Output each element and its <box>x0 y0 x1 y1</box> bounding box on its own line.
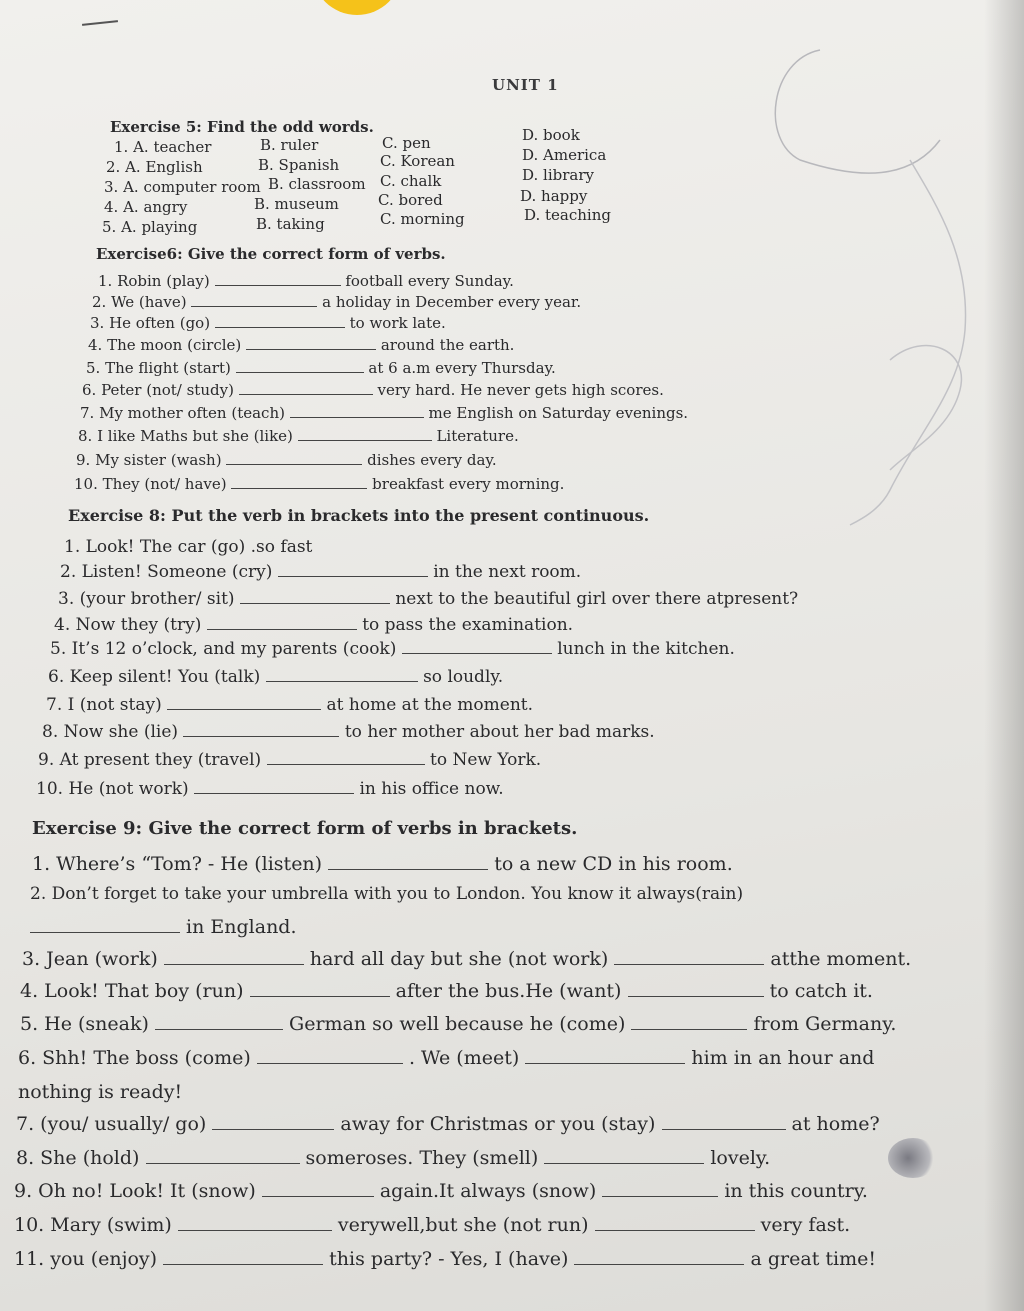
ex8-item-4 <box>54 615 573 635</box>
ex9-line-5-prompt: 5. He (sneak) <box>20 1013 149 1035</box>
answer-blank[interactable] <box>164 950 304 965</box>
ex6-item-3-rest: to work late. <box>349 314 446 332</box>
ex5-r1-a: 1. A. teacher <box>114 138 212 156</box>
ex6-item-5-prompt: 5. The flight (start) <box>86 359 231 377</box>
ex9-line-10-prompt: 10. Mary (swim) <box>14 1214 172 1236</box>
ex5-r4-d: D. happy <box>520 187 588 205</box>
ex8-item-6 <box>48 667 503 687</box>
answer-blank[interactable] <box>631 1015 747 1030</box>
ex9-line-6 <box>18 1047 874 1069</box>
ex9-line-9-prompt: 9. Oh no! Look! It (snow) <box>14 1180 256 1202</box>
ex8-item-8-rest: to her mother about her bad marks. <box>344 722 655 742</box>
answer-blank[interactable] <box>207 615 357 630</box>
answer-blank[interactable] <box>212 1115 334 1130</box>
ex8-item-6-prompt: 6. Keep silent! You (talk) <box>48 667 261 687</box>
ex9-line-11-mid: this party? - Yes, I (have) <box>329 1248 569 1270</box>
answer-blank[interactable] <box>328 855 488 870</box>
ex9-line-9 <box>14 1180 868 1202</box>
ex9-line-5 <box>20 1013 896 1035</box>
ex8-item-1-prompt: 1. Look! The car (go) .so fast <box>64 537 313 557</box>
answer-blank[interactable] <box>278 562 428 577</box>
ex5-r2-b: B. Spanish <box>258 156 340 174</box>
ex5-r2-a: 2. A. English <box>106 158 203 176</box>
ex9-line-4-prompt: 4. Look! That boy (run) <box>20 980 244 1002</box>
answer-blank[interactable] <box>614 950 764 965</box>
ex5-r3-a: 3. A. computer room <box>104 178 261 196</box>
ex9-line-11-rest: a great time! <box>750 1248 876 1270</box>
answer-blank[interactable] <box>236 358 364 373</box>
ex5-r3-d: D. library <box>522 166 594 184</box>
answer-blank[interactable] <box>662 1115 786 1130</box>
answer-blank[interactable] <box>257 1049 403 1064</box>
ex9-line-11 <box>14 1248 876 1270</box>
ex6-item-6-rest: very hard. He never gets high scores. <box>377 381 664 399</box>
ex9-line-2 <box>30 884 743 904</box>
ex6-item-8-prompt: 8. I like Maths but she (like) <box>78 427 293 445</box>
ex9-line-3 <box>22 948 911 970</box>
ex9-line-1-prompt: 1. Where’s “Tom? - He (listen) <box>32 853 323 875</box>
ex9-line-4 <box>20 980 873 1002</box>
exercise-8-title: Exercise 8: Put the verb in brackets into the present continuous. <box>68 506 650 525</box>
pencil-doodle <box>740 30 1020 530</box>
ex6-item-9 <box>76 450 497 469</box>
ex5-r5-b: B. taking <box>256 215 325 233</box>
ex6-item-3 <box>90 313 446 332</box>
ex5-r3-c: C. chalk <box>380 172 442 190</box>
ex9-line-4-mid: after the bus.He (want) <box>395 980 622 1002</box>
answer-blank[interactable] <box>191 292 317 307</box>
ex9-line-7-mid: away for Christmas or you (stay) <box>340 1113 656 1135</box>
ex8-item-8 <box>42 722 655 742</box>
ex6-item-10-rest: breakfast every morning. <box>372 475 565 493</box>
answer-blank[interactable] <box>628 982 764 997</box>
ex9-line-11-prompt: 11. you (enjoy) <box>14 1248 158 1270</box>
ex8-item-4-rest: to pass the examination. <box>362 615 574 635</box>
ex8-item-3 <box>58 589 798 609</box>
ex9-line-6b <box>18 1081 182 1103</box>
answer-blank[interactable] <box>290 403 424 418</box>
ex8-item-2 <box>60 562 581 582</box>
ex8-item-5 <box>50 639 735 659</box>
ex9-line-3-rest: atthe moment. <box>770 948 912 970</box>
answer-blank[interactable] <box>226 450 362 465</box>
ex5-r4-b: B. museum <box>254 195 339 213</box>
ex5-r5-a: 5. A. playing <box>102 218 198 236</box>
answer-blank[interactable] <box>298 426 432 441</box>
ex9-line-7-prompt: 7. (you/ usually/ go) <box>16 1113 207 1135</box>
answer-blank[interactable] <box>595 1216 755 1231</box>
ex6-item-7-prompt: 7. My mother often (teach) <box>80 404 285 422</box>
ex6-item-4-rest: around the earth. <box>380 336 515 354</box>
ex9-line-6-prompt: 6. Shh! The boss (come) <box>18 1047 251 1069</box>
ex9-line-8 <box>16 1147 770 1169</box>
ex6-item-5 <box>86 358 556 377</box>
ex9-line-2b <box>30 916 297 938</box>
answer-blank[interactable] <box>262 1182 374 1197</box>
ex8-item-4-prompt: 4. Now they (try) <box>54 615 202 635</box>
ex8-item-9-rest: to New York. <box>430 750 542 770</box>
ex5-r1-c: C. pen <box>382 134 431 152</box>
answer-blank[interactable] <box>30 918 180 933</box>
ex8-item-7-prompt: 7. I (not stay) <box>46 695 162 715</box>
ex9-line-3-mid: hard all day but she (not work) <box>309 948 609 970</box>
ex6-item-2-rest: a holiday in December every year. <box>322 293 582 311</box>
ex9-line-6-mid: . We (meet) <box>408 1047 520 1069</box>
ex8-item-10-prompt: 10. He (not work) <box>36 779 189 799</box>
ex8-item-8-prompt: 8. Now she (lie) <box>42 722 179 742</box>
ex6-item-4-prompt: 4. The moon (circle) <box>88 336 242 354</box>
ex9-line-7-rest: at home? <box>791 1113 880 1135</box>
ex8-item-10-rest: in his office now. <box>359 779 504 799</box>
ex8-item-6-rest: so loudly. <box>423 667 504 687</box>
ex5-r2-d: D. America <box>522 146 607 164</box>
answer-blank[interactable] <box>267 750 425 765</box>
ex9-line-10 <box>14 1214 850 1236</box>
ex9-line-1-rest: to a new CD in his room. <box>494 853 733 875</box>
ex9-line-10-rest: very fast. <box>760 1214 851 1236</box>
answer-blank[interactable] <box>246 335 376 350</box>
yellow-object <box>312 0 402 15</box>
answer-blank[interactable] <box>250 982 390 997</box>
ex6-item-3-prompt: 3. He often (go) <box>90 314 211 332</box>
ex6-item-9-prompt: 9. My sister (wash) <box>76 451 222 469</box>
ex9-line-5-rest: from Germany. <box>753 1013 897 1035</box>
answer-blank[interactable] <box>240 589 390 604</box>
ex8-item-9-prompt: 9. At present they (travel) <box>38 750 262 770</box>
ex5-r2-c: C. Korean <box>380 152 455 170</box>
ex6-item-2-prompt: 2. We (have) <box>92 293 187 311</box>
ex6-item-9-rest: dishes every day. <box>367 451 497 469</box>
ex6-item-10 <box>74 474 564 493</box>
ex9-line-2-rest: in England. <box>186 916 297 938</box>
ex6-item-10-prompt: 10. They (not/ have) <box>74 475 227 493</box>
ex9-line-6-rest: him in an hour and <box>691 1047 875 1069</box>
ex9-line-6-continued: nothing is ready! <box>18 1081 183 1103</box>
ex9-line-2-prompt: 2. Don’t forget to take your umbrella with you to London. You know it always(rain) <box>30 884 744 904</box>
ex8-item-9 <box>38 750 541 770</box>
answer-blank[interactable] <box>155 1015 283 1030</box>
answer-blank[interactable] <box>231 474 367 489</box>
ex8-item-3-rest: next to the beautiful girl over there atpresent? <box>395 589 799 609</box>
answer-blank[interactable] <box>574 1250 744 1265</box>
ex8-item-3-prompt: 3. (your brother/ sit) <box>58 589 235 609</box>
answer-blank[interactable] <box>146 1149 300 1164</box>
ex5-r3-b: B. classroom <box>268 175 366 193</box>
ex9-line-7 <box>16 1113 880 1135</box>
ex5-r5-c: C. morning <box>380 210 465 228</box>
answer-blank[interactable] <box>215 271 341 286</box>
thumb-smudge <box>888 1138 938 1178</box>
ex9-line-9-mid: again.It always (snow) <box>379 1180 597 1202</box>
answer-blank[interactable] <box>525 1049 685 1064</box>
answer-blank[interactable] <box>183 722 339 737</box>
ex9-line-9-rest: in this country. <box>724 1180 868 1202</box>
ex6-item-8 <box>78 426 519 445</box>
ex9-line-1 <box>32 853 733 875</box>
ex9-line-10-mid: verywell,but she (not run) <box>337 1214 589 1236</box>
exercise-6-title: Exercise6: Give the correct form of verbs. <box>96 245 446 263</box>
ex8-item-5-prompt: 5. It’s 12 o’clock, and my parents (cook) <box>50 639 397 659</box>
ex6-item-5-rest: at 6 a.m every Thursday. <box>368 359 556 377</box>
answer-blank[interactable] <box>266 667 418 682</box>
pen-mark <box>82 20 118 26</box>
ex8-item-5-rest: lunch in the kitchen. <box>557 639 735 659</box>
ex6-item-8-rest: Literature. <box>436 427 519 445</box>
ex9-line-4-rest: to catch it. <box>769 980 873 1002</box>
ex6-item-2 <box>92 292 581 311</box>
ex5-r4-c: C. bored <box>378 191 443 209</box>
ex6-item-1-rest: football every Sunday. <box>345 272 514 290</box>
answer-blank[interactable] <box>544 1149 704 1164</box>
unit-title: UNIT 1 <box>492 76 559 94</box>
ex6-item-1-prompt: 1. Robin (play) <box>98 272 210 290</box>
exercise-9-title: Exercise 9: Give the correct form of verbs in brackets. <box>32 818 578 839</box>
ex9-line-8-prompt: 8. She (hold) <box>16 1147 140 1169</box>
ex6-item-6 <box>82 380 664 399</box>
answer-blank[interactable] <box>194 779 354 794</box>
ex8-item-2-rest: in the next room. <box>433 562 582 582</box>
answer-blank[interactable] <box>178 1216 332 1231</box>
ex6-item-6-prompt: 6. Peter (not/ study) <box>82 381 234 399</box>
answer-blank[interactable] <box>602 1182 718 1197</box>
ex5-r4-a: 4. A. angry <box>104 198 188 216</box>
answer-blank[interactable] <box>163 1250 323 1265</box>
ex9-line-8-mid: someroses. They (smell) <box>305 1147 539 1169</box>
answer-blank[interactable] <box>402 639 552 654</box>
ex6-item-7 <box>80 403 688 422</box>
ex5-r5-d: D. teaching <box>524 206 611 224</box>
ex5-r1-b: B. ruler <box>260 136 319 154</box>
answer-blank[interactable] <box>167 695 321 710</box>
ex8-item-7 <box>46 695 533 715</box>
answer-blank[interactable] <box>239 380 373 395</box>
ex6-item-1 <box>98 271 514 290</box>
ex8-item-7-rest: at home at the moment. <box>326 695 534 715</box>
ex8-item-2-prompt: 2. Listen! Someone (cry) <box>60 562 273 582</box>
ex6-item-7-rest: me English on Saturday evenings. <box>428 404 689 422</box>
ex8-item-10 <box>36 779 504 799</box>
ex6-item-4 <box>88 335 514 354</box>
ex9-line-8-rest: lovely. <box>710 1147 771 1169</box>
ex9-line-5-mid: German so well because he (come) <box>289 1013 626 1035</box>
ex5-r1-d: D. book <box>522 126 580 144</box>
ex9-line-3-prompt: 3. Jean (work) <box>22 948 158 970</box>
ex8-item-1 <box>64 537 312 557</box>
answer-blank[interactable] <box>215 313 345 328</box>
exercise-5-title: Exercise 5: Find the odd words. <box>110 118 374 136</box>
